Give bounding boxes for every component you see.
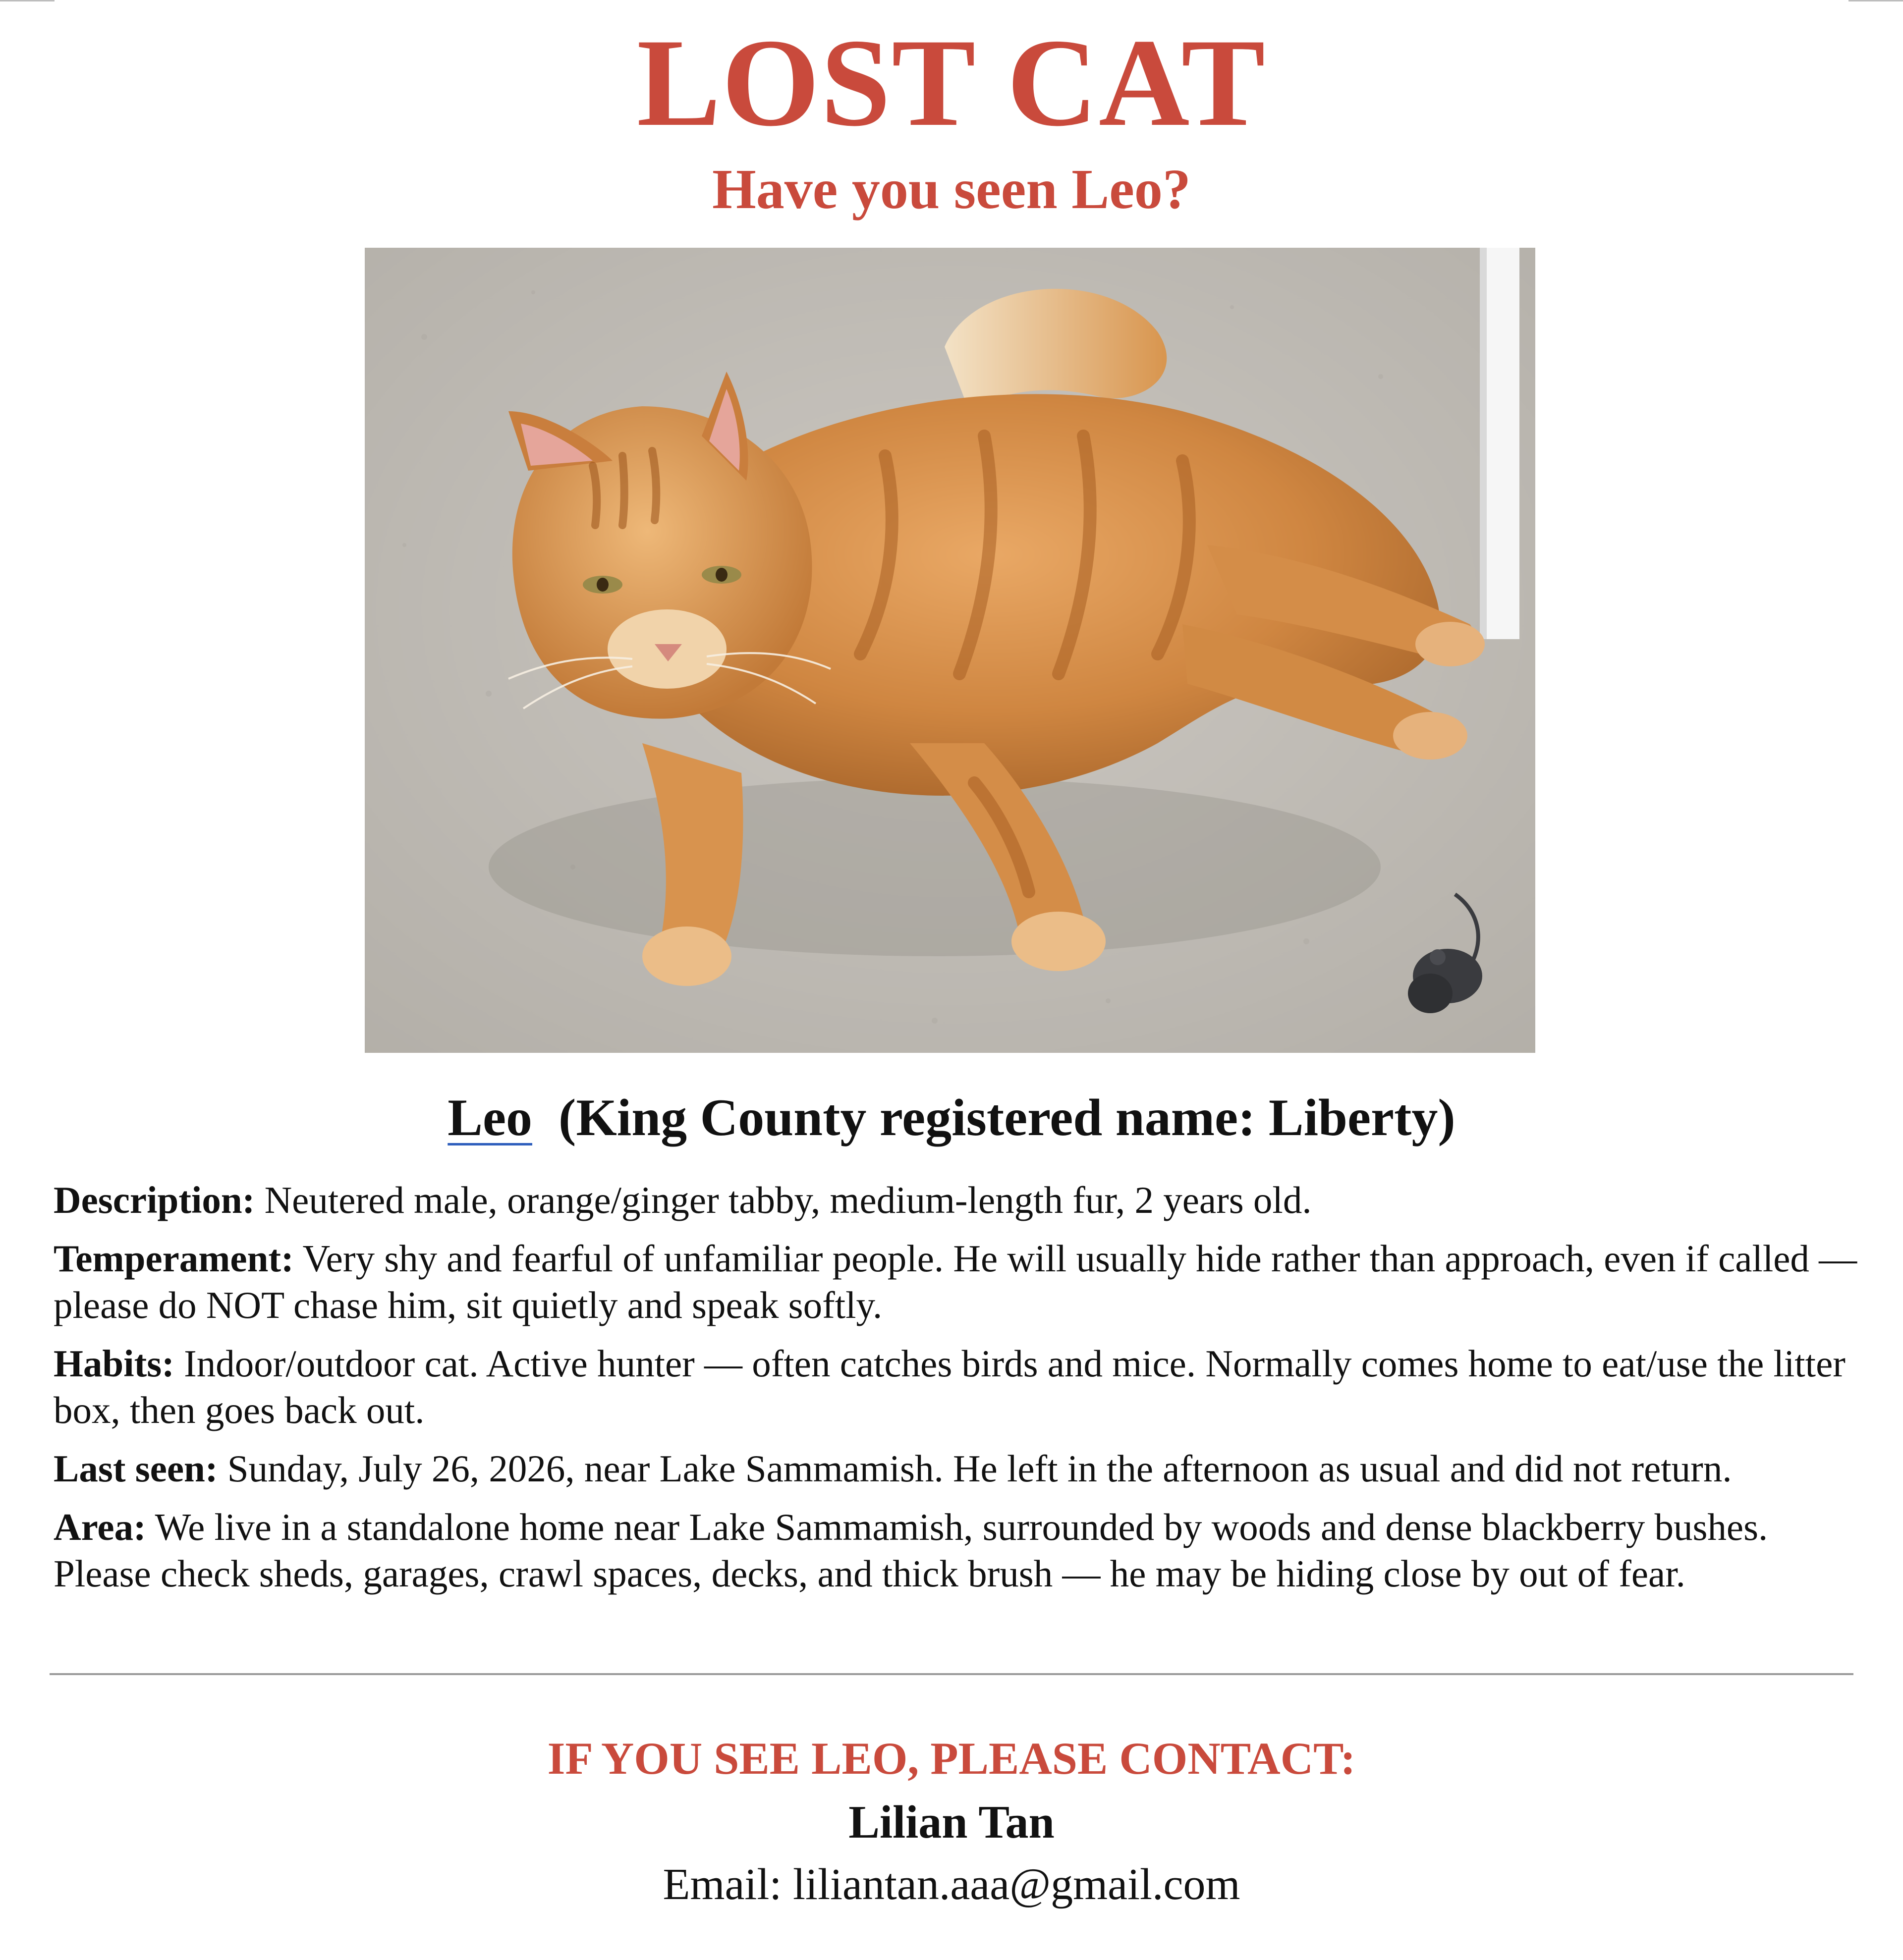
contact-heading: IF YOU SEE LEO, PLEASE CONTACT: bbox=[547, 1733, 1356, 1784]
detail-text: Indoor/outdoor cat. Active hunter — often catches birds and mice. Normally comes home to eat/use the litter box, then goes back out. bbox=[54, 1342, 1846, 1431]
detail-habits bbox=[54, 1340, 1862, 1433]
detail-area bbox=[54, 1504, 1862, 1597]
orange-tabby-cat-photo-icon bbox=[365, 248, 1535, 1053]
detail-label: Area: bbox=[54, 1506, 146, 1548]
details-section bbox=[54, 1177, 1862, 1609]
detail-temperament bbox=[54, 1235, 1862, 1328]
detail-label: Temperament: bbox=[54, 1237, 294, 1280]
detail-text: Neutered male, orange/ginger tabby, medium-length fur, 2 years old. bbox=[264, 1179, 1312, 1221]
contact-email[interactable]: Email: liliantan.aaa@gmail.com bbox=[663, 1860, 1240, 1909]
page-edge-rule-right bbox=[1848, 0, 1903, 1]
detail-text: Sunday, July 26, 2026, near Lake Sammamish. He left in the afternoon as usual and did not return. bbox=[227, 1447, 1732, 1490]
page-edge-rule-left bbox=[0, 0, 55, 1]
detail-text: We live in a standalone home near Lake Sammamish, surrounded by woods and dense blackberry bushes. Please check sheds, garages, crawl spaces, decks, and thick brush — he may be hiding close by out of fear. bbox=[54, 1506, 1768, 1595]
cat-nickname: Leo bbox=[448, 1089, 533, 1146]
cat-photo bbox=[365, 248, 1535, 1053]
detail-text: Very shy and fearful of unfamiliar people. He will usually hide rather than approach, even if called — please do NOT chase him, sit quietly and speak softly. bbox=[54, 1237, 1857, 1326]
detail-label: Description: bbox=[54, 1179, 255, 1221]
detail-description bbox=[54, 1177, 1862, 1223]
contact-name: Lilian Tan bbox=[848, 1797, 1055, 1848]
poster-subtitle: Have you seen Leo? bbox=[712, 158, 1191, 220]
registered-name: (King County registered name: Liberty) bbox=[559, 1089, 1455, 1146]
cat-name-heading bbox=[0, 1088, 1903, 1148]
poster-title: LOST CAT bbox=[636, 13, 1266, 152]
detail-label: Last seen: bbox=[54, 1447, 218, 1490]
detail-last-seen bbox=[54, 1445, 1862, 1492]
section-divider bbox=[50, 1673, 1853, 1675]
detail-label: Habits: bbox=[54, 1342, 174, 1385]
